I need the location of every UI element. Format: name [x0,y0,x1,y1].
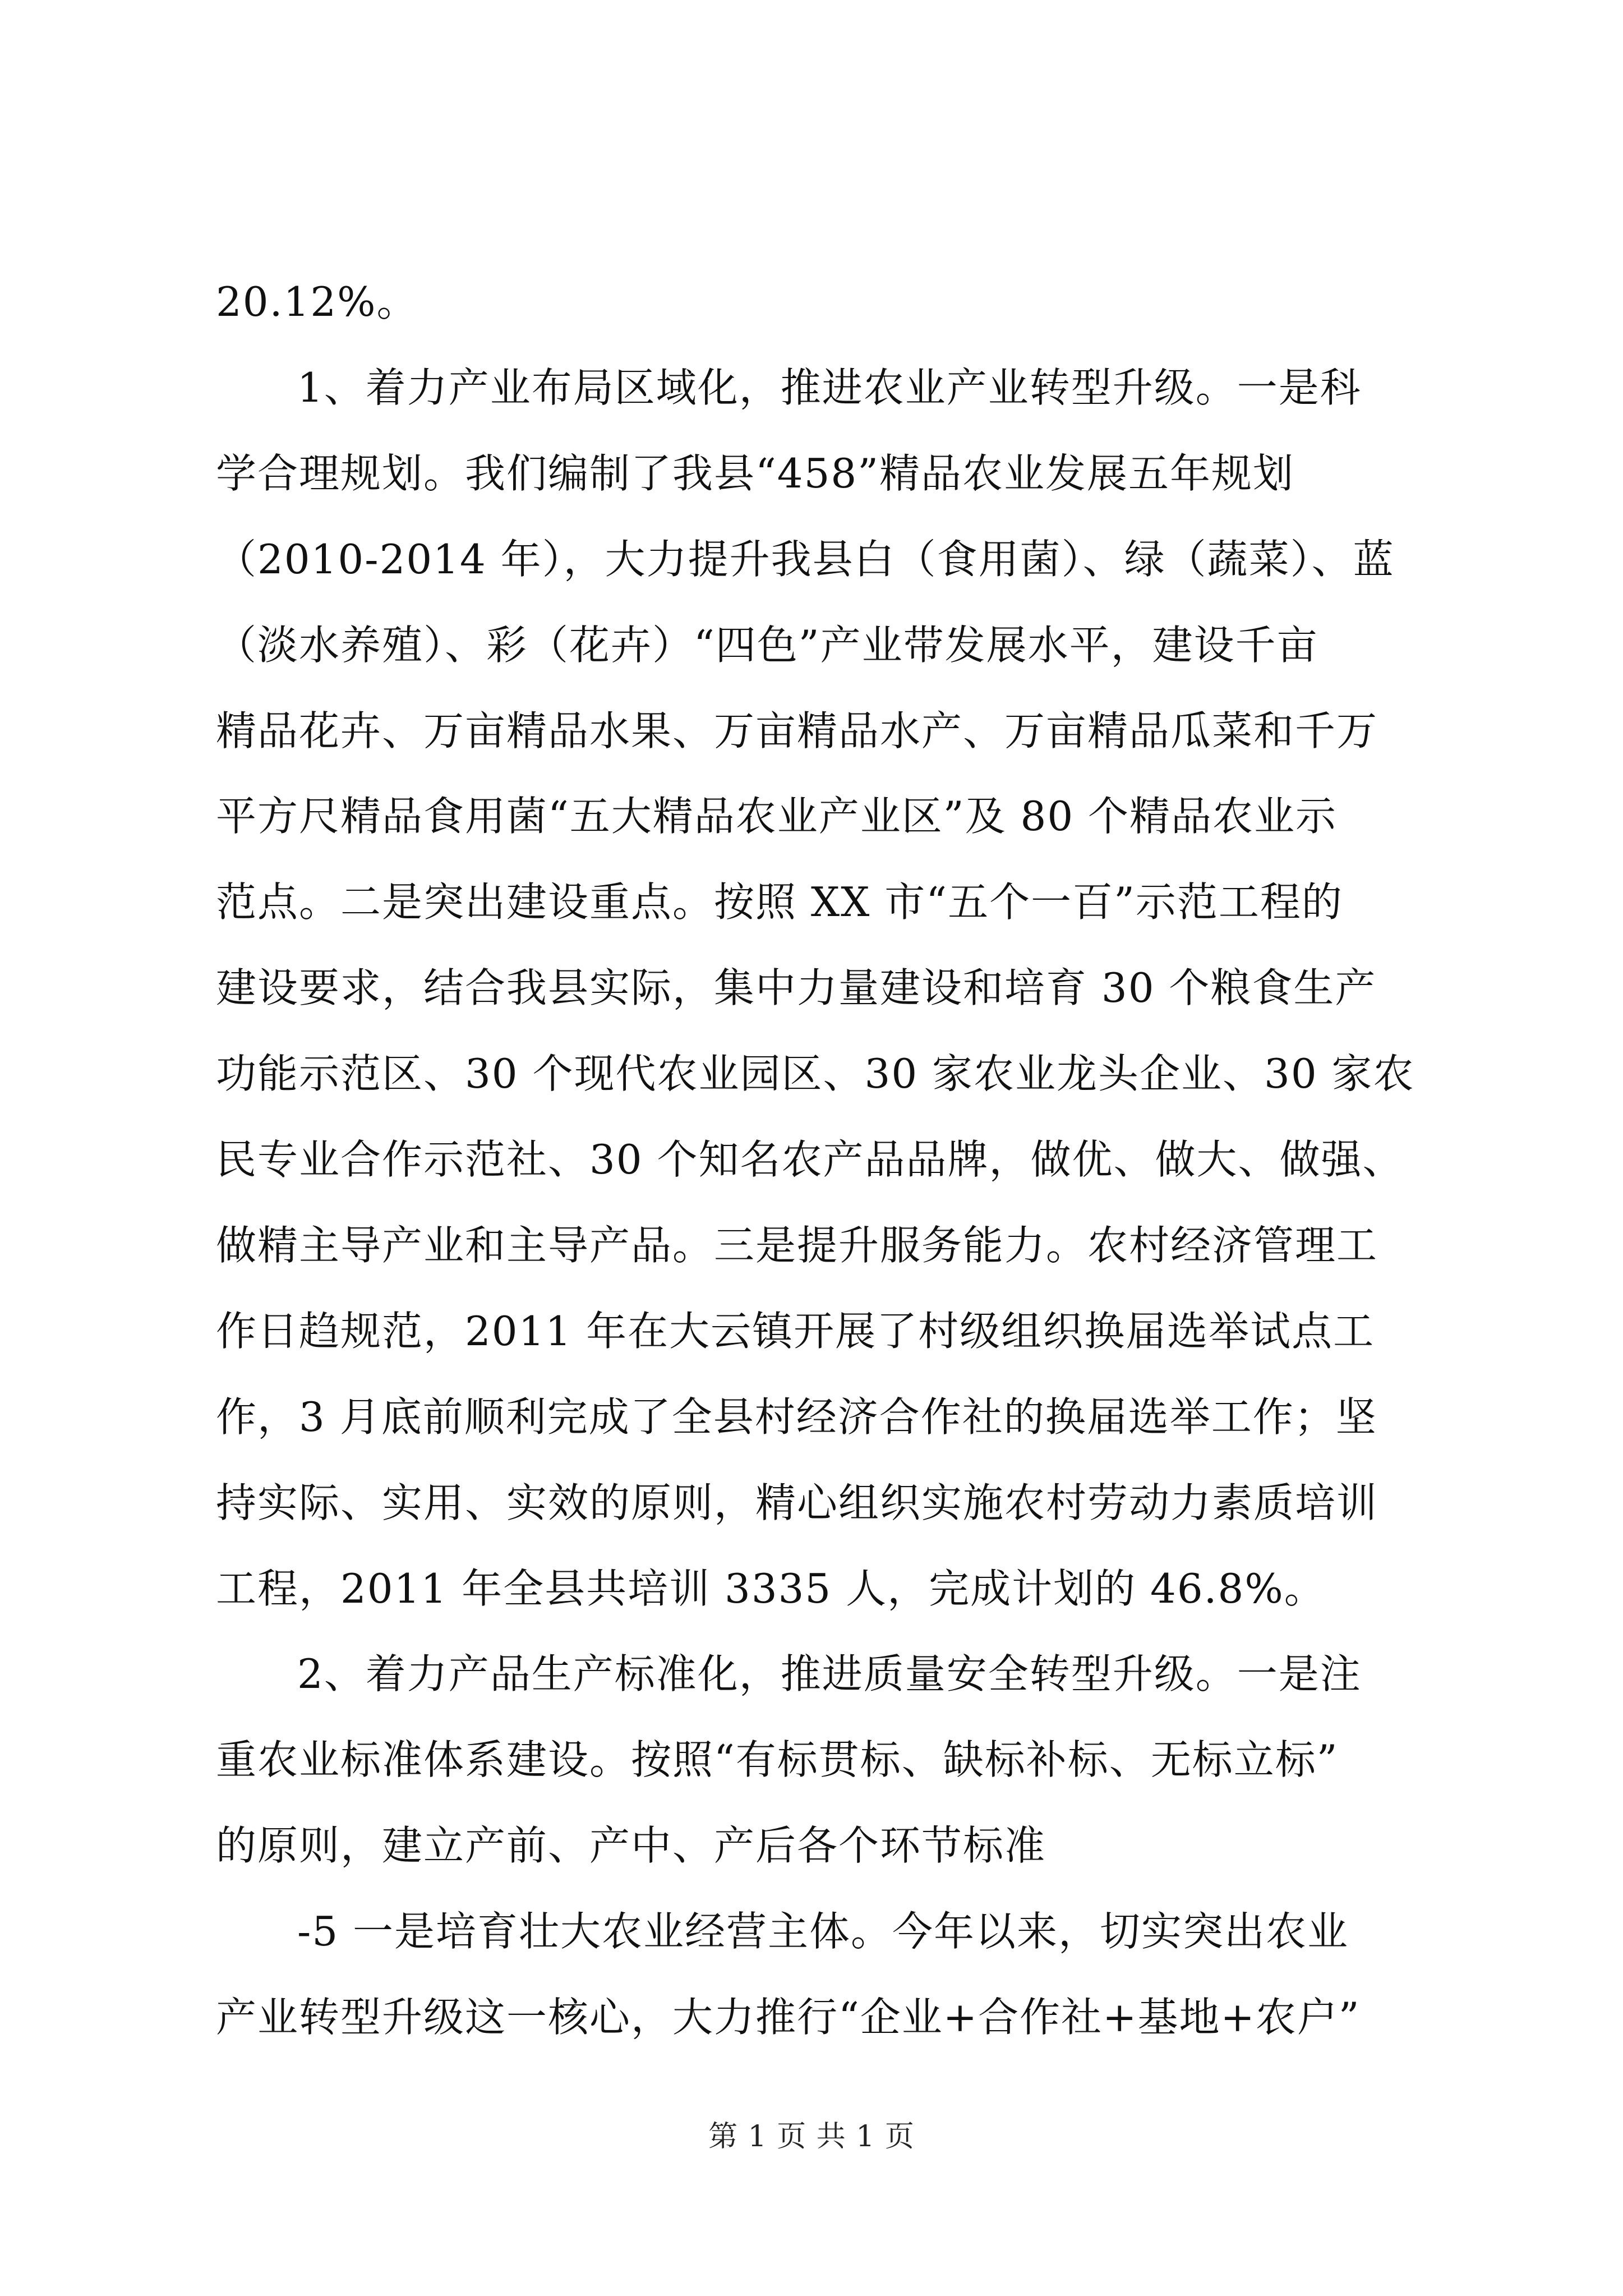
text-line: 做精主导产业和主导产品。三是提升服务能力。农村经济管理工 [216,1222,1378,1269]
text-line: 民专业合作示范社、30 个知名农产品品牌，做优、做大、做强、 [216,1136,1404,1183]
text-line: （淡水养殖）、彩（花卉）“四色”产业带发展水平，建设千亩 [216,622,1318,669]
paragraph-3-first-line: -5 一是培育壮大农业经营主体。今年以来，切实突出农业 [297,1908,1349,1955]
text-line: 产业转型升级这一核心，大力推行“企业+合作社+基地+农户” [216,1994,1361,2041]
text-line: 20.12%。 [216,278,418,325]
text-line: 平方尺精品食用菌“五大精品农业产业区”及 80 个精品农业示 [216,793,1338,840]
paragraph-1-first-line: 1、着力产业布局区域化，推进农业产业转型升级。一是科 [297,364,1362,411]
paragraph-2-first-line: 2、着力产品生产标准化，推进质量安全转型升级。一是注 [297,1650,1362,1697]
text-line: 作，3 月底前顺利完成了全县村经济合作社的换届选举工作；坚 [216,1393,1377,1441]
text-line: 范点。二是突出建设重点。按照 XX 市“五个一百”示范工程的 [216,878,1343,926]
text-line: 精品花卉、万亩精品水果、万亩精品水产、万亩精品瓜菜和千万 [216,707,1378,754]
text-line: 建设要求，结合我县实际，集中力量建设和培育 30 个粮食生产 [216,964,1377,1011]
text-line: 作日趋规范，2011 年在大云镇开展了村级组织换届选举试点工 [216,1308,1375,1355]
text-line: 学合理规划。我们编制了我县“458”精品农业发展五年规划 [216,450,1295,497]
text-line: 重农业标准体系建设。按照“有标贯标、缺标补标、无标立标” [216,1736,1339,1783]
page-footer: 第 1 页 共 1 页 [708,2120,915,2154]
text-line: 的原则，建立产前、产中、产后各个环节标准 [216,1822,1046,1869]
text-line: 持实际、实用、实效的原则，精心组织实施农村劳动力素质培训 [216,1479,1378,1526]
text-line: （2010-2014 年），大力提升我县白（食用菌）、绿（蔬菜）、蓝 [216,536,1395,583]
text-line: 功能示范区、30 个现代农业园区、30 家农业龙头企业、30 家农 [216,1050,1415,1097]
text-line: 工程，2011 年全县共培训 3335 人，完成计划的 46.8%。 [216,1565,1326,1612]
